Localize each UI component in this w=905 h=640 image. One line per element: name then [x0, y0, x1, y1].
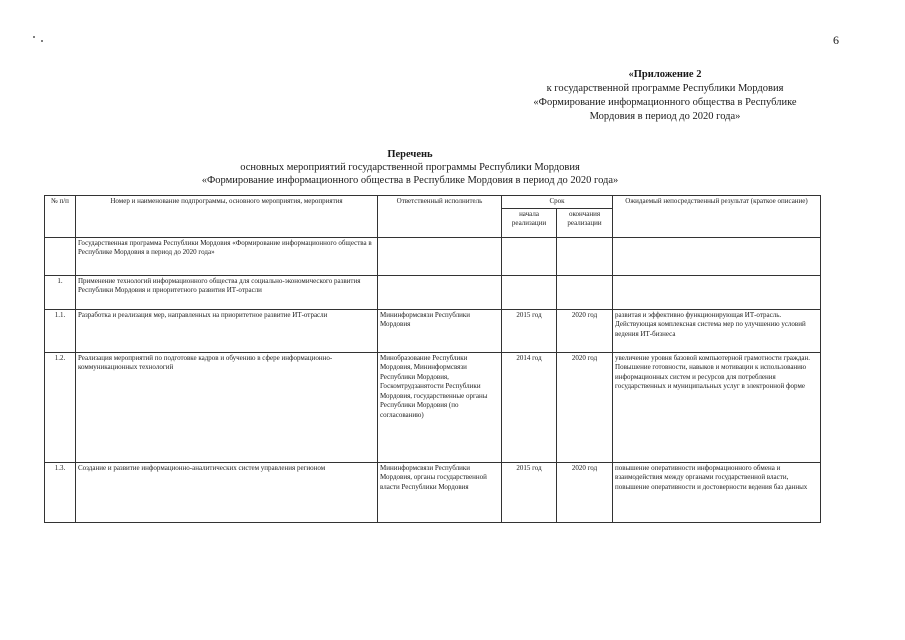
appendix-line-3: «Формирование информационного общества в Республике — [533, 97, 797, 108]
row-end: 2020 год — [557, 309, 613, 352]
row-num: 1. — [45, 275, 76, 309]
table-row — [45, 352, 821, 462]
table-row — [45, 462, 821, 522]
table-row — [45, 309, 821, 352]
appendix-title: «Приложение 2 — [628, 69, 702, 80]
row-end: 2020 год — [557, 352, 613, 462]
row-num: 1.1. — [45, 309, 76, 352]
row-num: 1.2. — [45, 352, 76, 462]
row-executor — [378, 275, 502, 309]
row-name: Реализация мероприятий по подготовке кадров и обучению в сфере информационно-коммуникационных технологий — [76, 352, 378, 462]
heading-line-2: основных мероприятий государственной программы Республики Мордовия — [240, 162, 580, 173]
row-executor: Минобразование Республики Мордовия, Мининформсвязи Республики Мордовия, Госкомтрудзанятости Республики Мордовия, государственные органы Республики Мордовия (по согласованию) — [378, 352, 502, 462]
activities-table — [44, 195, 821, 523]
header-start: начала реализации — [502, 208, 557, 237]
row-start: 2015 год — [502, 309, 557, 352]
row-name: Создание и развитие информационно-аналитических систем управления регионом — [76, 462, 378, 522]
row-start: 2015 год — [502, 462, 557, 522]
row-end — [557, 237, 613, 275]
appendix-line-4: Мордовия в период до 2020 года» — [589, 111, 741, 122]
header-result: Ожидаемый непосредственный результат (краткое описание) — [613, 196, 821, 238]
table-row — [45, 275, 821, 309]
row-start: 2014 год — [502, 352, 557, 462]
row-name: Государственная программа Республики Мордовия «Формирование информационного общества в Республике Мордовия в период до 2020 года» — [76, 237, 378, 275]
header-end: окончания реализации — [557, 208, 613, 237]
document-heading — [150, 148, 670, 187]
header-num: № п/п — [45, 196, 76, 238]
table-row — [45, 237, 821, 275]
heading-title: Перечень — [387, 149, 433, 160]
header-executor: Ответственный исполнитель — [378, 196, 502, 238]
heading-line-3: «Формирование информационного общества в Республике Мордовия в период до 2020 года» — [201, 175, 619, 186]
row-start — [502, 275, 557, 309]
row-executor: Мининформсвязи Республики Мордовия — [378, 309, 502, 352]
appendix-line-2: к государственной программе Республики Мордовия — [546, 83, 784, 94]
row-result: развитая и эффективно функционирующая ИТ-отрасль. Действующая комплексная система мер по улучшению условий ведения ИТ-бизнеса — [613, 309, 821, 352]
row-start — [502, 237, 557, 275]
row-num: 1.3. — [45, 462, 76, 522]
row-result: повышение оперативности информационного обмена и взаимодействия между органами государственной власти, повышение оперативности и достоверности ведения баз данных — [613, 462, 821, 522]
row-name: Разработка и реализация мер, направленных на приоритетное развитие ИТ-отрасли — [76, 309, 378, 352]
row-name: Применение технологий информационного общества для социально-экономического развития Республики Мордовия и приоритетного развития ИТ-отрасли — [76, 275, 378, 309]
row-executor: Мининформсвязи Республики Мордовия, органы государственной власти Республики Мордовия — [378, 462, 502, 522]
row-result — [613, 237, 821, 275]
page-number: 6 — [833, 33, 839, 47]
header-name: Номер и наименование подпрограммы, основного мероприятия, мероприятия — [76, 196, 378, 238]
row-end: 2020 год — [557, 462, 613, 522]
row-end — [557, 275, 613, 309]
scan-speck — [33, 36, 35, 38]
row-result — [613, 275, 821, 309]
appendix-caption — [480, 68, 850, 124]
row-num — [45, 237, 76, 275]
scan-speck — [41, 40, 43, 42]
row-result: увеличение уровня базовой компьютерной грамотности граждан. Повышение готовности, навыков и мотивации к использованию информационных систем и ресурсов для потребления государственных и муниципальных услуг в электронной форме — [613, 352, 821, 462]
header-term: Срок — [502, 196, 613, 209]
row-executor — [378, 237, 502, 275]
